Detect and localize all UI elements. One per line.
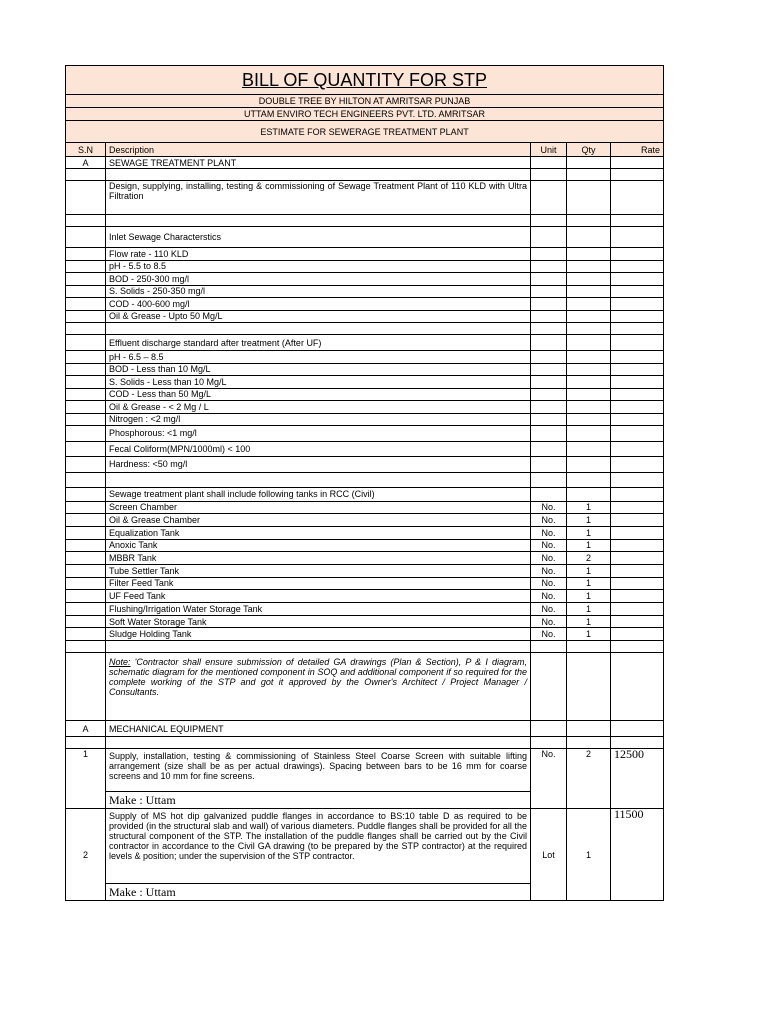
rate-cell [611, 376, 664, 389]
section-label: MECHANICAL EQUIPMENT [106, 721, 531, 737]
unit-cell [531, 376, 567, 389]
tank-qty: 2 [567, 552, 611, 565]
qty-cell [567, 298, 611, 311]
rate-cell [611, 181, 664, 215]
unit-cell [531, 737, 567, 749]
sn-cell [66, 737, 106, 749]
rate-cell [611, 653, 664, 721]
rate-cell [611, 285, 664, 298]
tank-name: MBBR Tank [106, 552, 531, 565]
rate-cell [611, 215, 664, 227]
description-cell: Oil & Grease - Upto 50 Mg/L [106, 310, 531, 323]
design-description: Design, supplying, installing, testing & commissioning of Sewage Treatment Plant of 110 KLD with Ultra Filtration [106, 181, 531, 215]
tank-qty: 1 [567, 577, 611, 590]
sn-cell [66, 260, 106, 273]
sn-cell [66, 472, 106, 487]
item-make: Make : Uttam [106, 884, 531, 901]
sn-cell [66, 426, 106, 442]
rate-cell [611, 363, 664, 376]
item-qty: 1 [567, 809, 611, 901]
sn-cell [66, 514, 106, 527]
sn-cell [66, 487, 106, 501]
qty-cell [567, 227, 611, 248]
col-header-sn: S.N [66, 143, 106, 157]
sn-cell [66, 388, 106, 401]
rate-cell [611, 298, 664, 311]
unit-cell [531, 169, 567, 181]
rate-cell [611, 526, 664, 539]
table-row [66, 603, 664, 616]
item-description: Supply, installation, testing & commissioning of Stainless Steel Coarse Screen with suitable lifting arrangement (size shall be as per actual drawings). Spacing between bars to be 16 mm for coarse screens and 10 mm for fine screens. [106, 749, 531, 792]
sn-cell [66, 441, 106, 457]
tank-qty: 1 [567, 501, 611, 514]
sn-cell [66, 628, 106, 641]
unit-cell [531, 641, 567, 653]
tank-qty: 1 [567, 564, 611, 577]
unit-cell [531, 487, 567, 501]
unit-cell [531, 215, 567, 227]
table-row [66, 514, 664, 527]
qty-cell [567, 413, 611, 426]
tank-unit: No. [531, 615, 567, 628]
col-header-unit: Unit [531, 143, 567, 157]
tank-unit: No. [531, 501, 567, 514]
item-sn: 2 [66, 809, 106, 901]
tank-qty: 1 [567, 590, 611, 603]
rate-cell [611, 615, 664, 628]
unit-cell [531, 721, 567, 737]
rate-cell [611, 169, 664, 181]
description-cell [106, 472, 531, 487]
table-row [66, 227, 664, 248]
qty-cell [567, 335, 611, 351]
sn-cell [66, 526, 106, 539]
note-label: Note: [109, 657, 131, 668]
list-item [66, 260, 664, 273]
list-item [66, 441, 664, 457]
list-item [66, 273, 664, 286]
blank-row [66, 215, 664, 227]
column-header-row [66, 143, 664, 157]
unit-cell [531, 363, 567, 376]
sn-cell [66, 641, 106, 653]
unit-cell [531, 310, 567, 323]
tank-name: Anoxic Tank [106, 539, 531, 552]
col-header-rate: Rate [611, 143, 664, 157]
description-cell [106, 323, 531, 335]
item-rate: 11500 [611, 809, 664, 901]
sn-cell [66, 351, 106, 364]
rate-cell [611, 457, 664, 473]
description-cell: pH - 6.5 – 8.5 [106, 351, 531, 364]
sn-cell [66, 401, 106, 414]
description-cell: S. Solids - Less than 10 Mg/L [106, 376, 531, 389]
qty-cell [567, 248, 611, 261]
qty-cell [567, 401, 611, 414]
sn-cell [66, 227, 106, 248]
sn-cell [66, 363, 106, 376]
rate-cell [611, 721, 664, 737]
rate-cell [611, 388, 664, 401]
qty-cell [567, 641, 611, 653]
qty-cell [567, 260, 611, 273]
rate-cell [611, 413, 664, 426]
rate-cell [611, 539, 664, 552]
item-make: Make : Uttam [106, 792, 531, 809]
unit-cell [531, 273, 567, 286]
sn-cell [66, 335, 106, 351]
unit-cell [531, 401, 567, 414]
description-cell: BOD - 250-300 mg/l [106, 273, 531, 286]
tank-unit: No. [531, 526, 567, 539]
table-row [66, 590, 664, 603]
unit-cell [531, 260, 567, 273]
rate-cell [611, 441, 664, 457]
item-row [66, 809, 664, 884]
item-rate: 12500 [611, 749, 664, 809]
tank-qty: 1 [567, 526, 611, 539]
qty-cell [567, 737, 611, 749]
table-row [66, 526, 664, 539]
tank-unit: No. [531, 590, 567, 603]
tank-unit: No. [531, 539, 567, 552]
section-sn: A [66, 721, 106, 737]
section-row [66, 157, 664, 169]
unit-cell [531, 457, 567, 473]
tank-unit: No. [531, 577, 567, 590]
tank-name: Sludge Holding Tank [106, 628, 531, 641]
tank-name: Soft Water Storage Tank [106, 615, 531, 628]
qty-cell [567, 157, 611, 169]
qty-cell [567, 363, 611, 376]
table-row [66, 335, 664, 351]
table-row [66, 501, 664, 514]
rate-cell [611, 335, 664, 351]
description-cell: Flow rate - 110 KLD [106, 248, 531, 261]
page-title: BILL OF QUANTITY FOR STP [241, 70, 488, 90]
unit-cell [531, 181, 567, 215]
rate-cell [611, 487, 664, 501]
qty-cell [567, 441, 611, 457]
sn-cell [66, 552, 106, 565]
description-cell [106, 215, 531, 227]
section-sn: A [66, 157, 106, 169]
qty-cell [567, 472, 611, 487]
tank-name: Oil & Grease Chamber [106, 514, 531, 527]
note-cell [106, 653, 531, 721]
rate-cell [611, 552, 664, 565]
qty-cell [567, 721, 611, 737]
table-row [66, 577, 664, 590]
rate-cell [611, 603, 664, 616]
sn-cell [66, 501, 106, 514]
rate-cell [611, 590, 664, 603]
description-cell: Phosphorous: <1 mg/l [106, 426, 531, 442]
rate-cell [611, 564, 664, 577]
blank-row [66, 169, 664, 181]
table-row [66, 539, 664, 552]
tank-unit: No. [531, 564, 567, 577]
boq-table [65, 65, 664, 901]
item-unit: No. [531, 749, 567, 809]
blank-row [66, 737, 664, 749]
rate-cell [611, 401, 664, 414]
list-item [66, 351, 664, 364]
tank-qty: 1 [567, 628, 611, 641]
sn-cell [66, 376, 106, 389]
unit-cell [531, 388, 567, 401]
rate-cell [611, 426, 664, 442]
list-item [66, 285, 664, 298]
qty-cell [567, 351, 611, 364]
rate-cell [611, 260, 664, 273]
table-row [66, 487, 664, 501]
qty-cell [567, 285, 611, 298]
list-item [66, 363, 664, 376]
estimate-title: ESTIMATE FOR SEWERAGE TREATMENT PLANT [66, 121, 664, 143]
tank-qty: 1 [567, 603, 611, 616]
qty-cell [567, 653, 611, 721]
note-text: 'Contractor shall ensure submission of detailed GA drawings (Plan & Section), P & I diagram, schematic diagram for the mentioned component in SOQ and additional component if so required for the complete working of the STP and got it approved by the Owner's Architect / Project Manager / Consultants. [109, 657, 527, 698]
description-cell [106, 737, 531, 749]
sn-cell [66, 615, 106, 628]
col-header-qty: Qty [567, 143, 611, 157]
description-cell [106, 641, 531, 653]
subtitle-row [66, 95, 664, 108]
title-row [66, 66, 664, 95]
unit-cell [531, 227, 567, 248]
qty-cell [567, 426, 611, 442]
sn-cell [66, 413, 106, 426]
blank-row [66, 472, 664, 487]
table-row [66, 628, 664, 641]
item-sn: 1 [66, 749, 106, 809]
list-item [66, 310, 664, 323]
qty-cell [567, 169, 611, 181]
sn-cell [66, 323, 106, 335]
rate-cell [611, 641, 664, 653]
list-item [66, 248, 664, 261]
item-row [66, 749, 664, 792]
section-row [66, 721, 664, 737]
qty-cell [567, 215, 611, 227]
description-cell: Fecal Coliform(MPN/1000ml) < 100 [106, 441, 531, 457]
rate-cell [611, 310, 664, 323]
sn-cell [66, 273, 106, 286]
table-row [66, 564, 664, 577]
table-row [66, 615, 664, 628]
qty-cell [567, 376, 611, 389]
sn-cell [66, 298, 106, 311]
description-cell: Nitrogen : <2 mg/l [106, 413, 531, 426]
rate-cell [611, 323, 664, 335]
rate-cell [611, 628, 664, 641]
table-row [66, 181, 664, 215]
sn-cell [66, 285, 106, 298]
unit-cell [531, 441, 567, 457]
qty-cell [567, 273, 611, 286]
description-cell: Oil & Grease - < 2 Mg / L [106, 401, 531, 414]
tank-name: UF Feed Tank [106, 590, 531, 603]
description-cell [106, 169, 531, 181]
unit-cell [531, 248, 567, 261]
subtitle-row [66, 108, 664, 121]
tank-unit: No. [531, 514, 567, 527]
list-item [66, 298, 664, 311]
sn-cell [66, 215, 106, 227]
unit-cell [531, 323, 567, 335]
sn-cell [66, 653, 106, 721]
sn-cell [66, 564, 106, 577]
unit-cell [531, 285, 567, 298]
rate-cell [611, 501, 664, 514]
sn-cell [66, 181, 106, 215]
rate-cell [611, 514, 664, 527]
description-cell: COD - Less than 50 Mg/L [106, 388, 531, 401]
unit-cell [531, 413, 567, 426]
qty-cell [567, 310, 611, 323]
rate-cell [611, 577, 664, 590]
qty-cell [567, 181, 611, 215]
list-item [66, 388, 664, 401]
rate-cell [611, 273, 664, 286]
unit-cell [531, 351, 567, 364]
blank-row [66, 641, 664, 653]
tank-qty: 1 [567, 615, 611, 628]
project-name: DOUBLE TREE BY HILTON AT AMRITSAR PUNJAB [66, 95, 664, 108]
list-item [66, 457, 664, 473]
sn-cell [66, 248, 106, 261]
tank-qty: 1 [567, 514, 611, 527]
qty-cell [567, 487, 611, 501]
tank-name: Flushing/Irrigation Water Storage Tank [106, 603, 531, 616]
sn-cell [66, 457, 106, 473]
tanks-heading: Sewage treatment plant shall include following tanks in RCC (Civil) [106, 487, 531, 501]
qty-cell [567, 457, 611, 473]
description-cell: S. Solids - 250-350 mg/l [106, 285, 531, 298]
note-row [66, 653, 664, 721]
sn-cell [66, 310, 106, 323]
description-cell: COD - 400-600 mg/l [106, 298, 531, 311]
rate-cell [611, 472, 664, 487]
unit-cell [531, 335, 567, 351]
tank-name: Screen Chamber [106, 501, 531, 514]
sn-cell [66, 603, 106, 616]
section-label: SEWAGE TREATMENT PLANT [106, 157, 531, 169]
sn-cell [66, 169, 106, 181]
subtitle-row [66, 121, 664, 143]
col-header-description: Description [106, 143, 531, 157]
list-item [66, 401, 664, 414]
tank-unit: No. [531, 628, 567, 641]
unit-cell [531, 426, 567, 442]
sn-cell [66, 539, 106, 552]
sn-cell [66, 577, 106, 590]
description-cell: pH - 5.5 to 8.5 [106, 260, 531, 273]
tank-unit: No. [531, 603, 567, 616]
qty-cell [567, 388, 611, 401]
list-item [66, 426, 664, 442]
tank-name: Equalization Tank [106, 526, 531, 539]
unit-cell [531, 157, 567, 169]
tank-unit: No. [531, 552, 567, 565]
unit-cell [531, 653, 567, 721]
item-qty: 2 [567, 749, 611, 809]
rate-cell [611, 351, 664, 364]
company-name: UTTAM ENVIRO TECH ENGINEERS PVT. LTD. AMRITSAR [66, 108, 664, 121]
item-description: Supply of MS hot dip galvanized puddle flanges in accordance to BS:10 table D as required to be provided (in the structural slab and wall) of various diameters. Puddle flanges shall be provided for all the structural component of the STP. The installation of the puddle flanges shall be carried out by the Civil contractor in accordance to the Civil GA drawing (to be prepared by the STP contractor) at the required levels & position; under the supervision of the STP contractor. [106, 809, 531, 884]
rate-cell [611, 737, 664, 749]
inlet-heading: Inlet Sewage Characterstics [106, 227, 531, 248]
list-item [66, 413, 664, 426]
tank-qty: 1 [567, 539, 611, 552]
unit-cell [531, 472, 567, 487]
rate-cell [611, 157, 664, 169]
sn-cell [66, 590, 106, 603]
table-row [66, 552, 664, 565]
qty-cell [567, 323, 611, 335]
tank-name: Tube Settler Tank [106, 564, 531, 577]
blank-row [66, 323, 664, 335]
description-cell: Hardness: <50 mg/l [106, 457, 531, 473]
unit-cell [531, 298, 567, 311]
tank-name: Filter Feed Tank [106, 577, 531, 590]
list-item [66, 376, 664, 389]
item-unit: Lot [531, 809, 567, 901]
description-cell: BOD - Less than 10 Mg/L [106, 363, 531, 376]
effluent-heading: Effluent discharge standard after treatment (After UF) [106, 335, 531, 351]
rate-cell [611, 227, 664, 248]
rate-cell [611, 248, 664, 261]
